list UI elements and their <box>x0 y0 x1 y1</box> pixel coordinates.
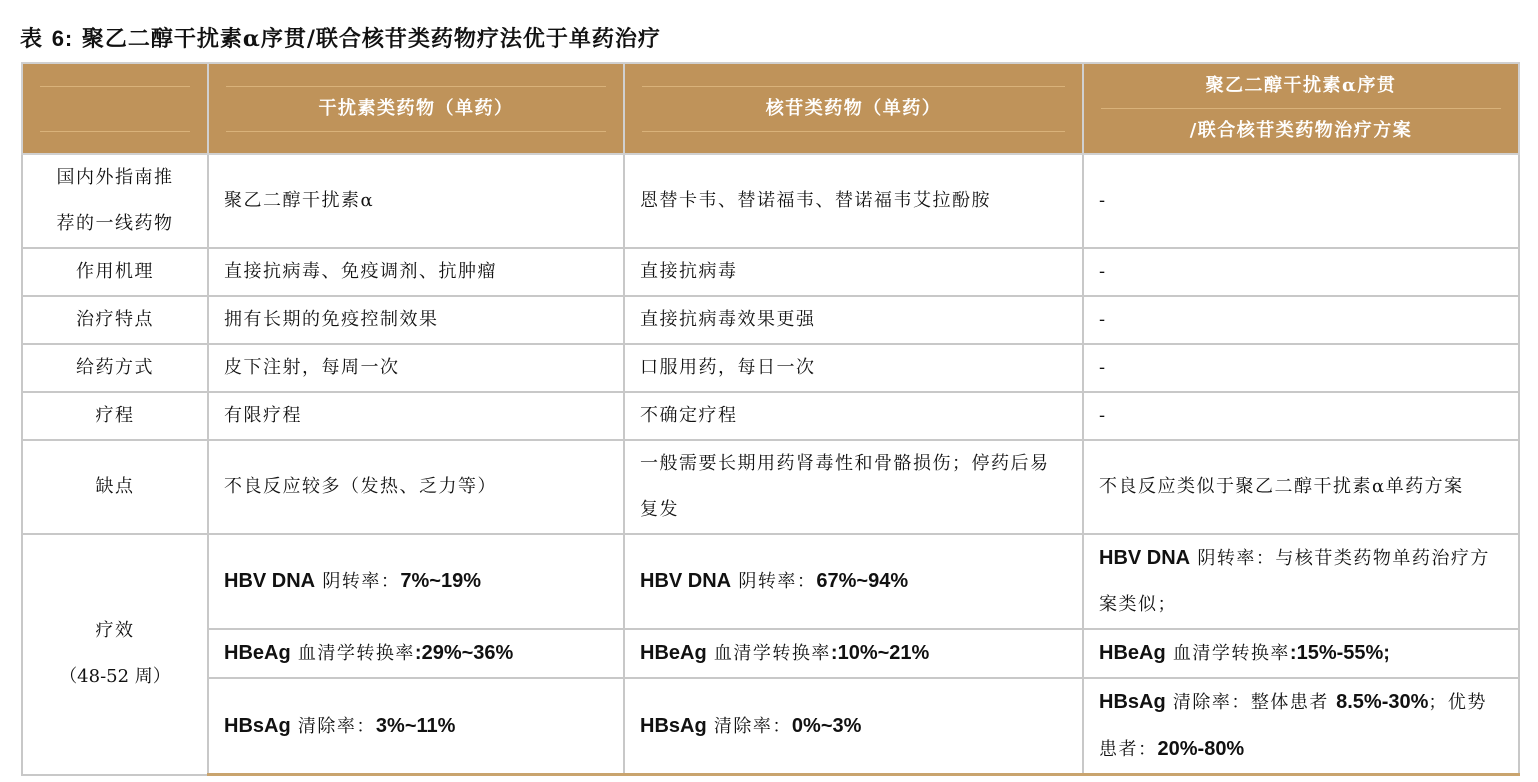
cell: - <box>1083 248 1519 296</box>
header-cell-empty <box>22 63 208 154</box>
table-row <box>22 440 1519 534</box>
row-label: 治疗特点 <box>22 296 208 344</box>
row-label: 缺点 <box>22 440 208 534</box>
efficacy-row <box>22 678 1519 775</box>
table-title <box>20 22 661 53</box>
cell: HBV DNA 阴转率：7%~19% <box>208 534 624 629</box>
row-label: 作用机理 <box>22 248 208 296</box>
cell: HBV DNA 阴转率：67%~94% <box>624 534 1083 629</box>
cell: 不确定疗程 <box>624 392 1083 440</box>
cell: HBsAg 清除率：3%~11% <box>208 678 624 775</box>
row-label: 疗程 <box>22 392 208 440</box>
header-nucleoside: 核苷类药物（单药） <box>624 63 1083 154</box>
cell: - <box>1083 296 1519 344</box>
table-row <box>22 392 1519 440</box>
cell: 恩替卡韦、替诺福韦、替诺福韦艾拉酚胺 <box>624 154 1083 248</box>
title-number: 6: <box>51 26 74 51</box>
cell: 有限疗程 <box>208 392 624 440</box>
cell: - <box>1083 392 1519 440</box>
table-row <box>22 296 1519 344</box>
cell: 直接抗病毒、免疫调剂、抗肿瘤 <box>208 248 624 296</box>
header-row <box>22 63 1519 154</box>
cell: 一般需要长期用药肾毒性和骨骼损伤；停药后易复发 <box>624 440 1083 534</box>
title-prefix: 表 <box>20 26 44 52</box>
cell: - <box>1083 154 1519 248</box>
cell: 直接抗病毒效果更强 <box>624 296 1083 344</box>
row-label: 国内外指南推 荐的一线药物 <box>22 154 208 248</box>
header-combination: 聚乙二醇干扰素α序贯 /联合核苷类药物治疗方案 <box>1083 63 1519 154</box>
cell: - <box>1083 344 1519 392</box>
cell: 皮下注射，每周一次 <box>208 344 624 392</box>
header-interferon: 干扰素类药物（单药） <box>208 63 624 154</box>
comparison-table <box>21 62 1520 776</box>
cell: HBsAg 清除率：0%~3% <box>624 678 1083 775</box>
cell: HBV DNA 阴转率：与核苷类药物单药治疗方案类似； <box>1083 534 1519 629</box>
table-row <box>22 248 1519 296</box>
cell: HBsAg 清除率：整体患者 8.5%-30%；优势患者：20%-80% <box>1083 678 1519 775</box>
efficacy-label: 疗效 （48-52 周） <box>22 534 208 775</box>
row-label: 给药方式 <box>22 344 208 392</box>
cell: 不良反应较多（发热、乏力等） <box>208 440 624 534</box>
table-row <box>22 344 1519 392</box>
cell: 口服用药，每日一次 <box>624 344 1083 392</box>
cell: 聚乙二醇干扰素α <box>208 154 624 248</box>
efficacy-row <box>22 534 1519 629</box>
cell: 不良反应类似于聚乙二醇干扰素α单药方案 <box>1083 440 1519 534</box>
efficacy-row <box>22 629 1519 678</box>
cell: 直接抗病毒 <box>624 248 1083 296</box>
cell: HBeAg 血清学转换率:29%~36% <box>208 629 624 678</box>
table-row <box>22 154 1519 248</box>
cell: 拥有长期的免疫控制效果 <box>208 296 624 344</box>
title-text: 聚乙二醇干扰素α序贯/联合核苷类药物疗法优于单药治疗 <box>81 26 661 52</box>
cell: HBeAg 血清学转换率:10%~21% <box>624 629 1083 678</box>
cell: HBeAg 血清学转换率:15%-55%; <box>1083 629 1519 678</box>
